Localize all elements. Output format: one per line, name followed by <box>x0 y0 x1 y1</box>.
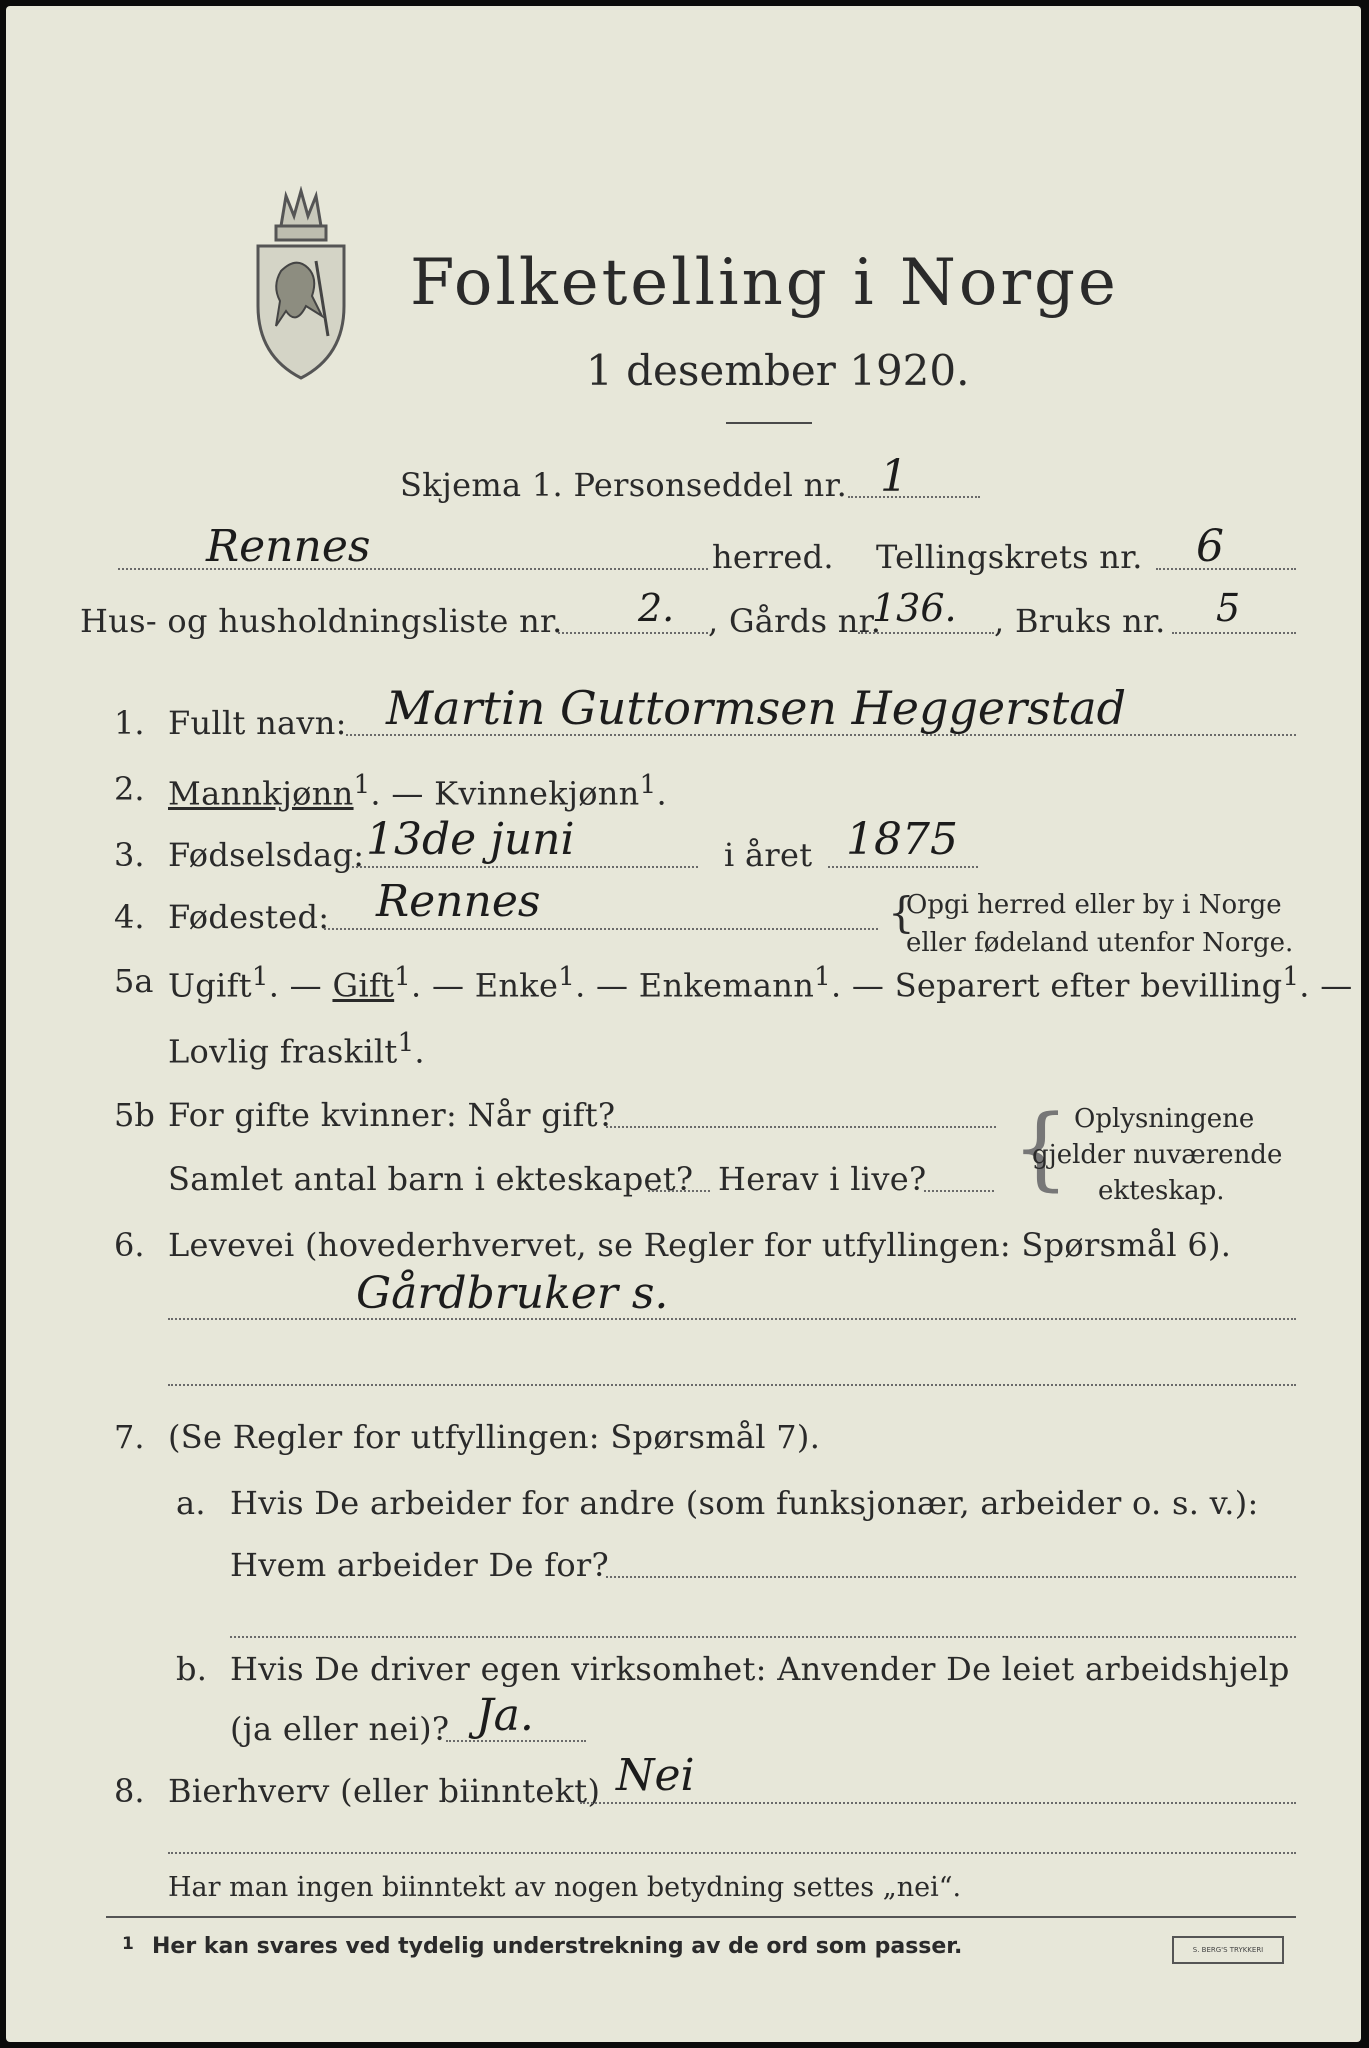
side-income-field-line-1 <box>580 1802 1296 1804</box>
q7a-mark: a. <box>176 1484 206 1522</box>
children-total-label: Samlet antal barn i ekteskapet? <box>168 1160 694 1198</box>
q4-number: 4. <box>114 898 145 936</box>
bruks-label: , Bruks nr. <box>994 602 1166 640</box>
option-gift[interactable]: Gift <box>332 966 395 1005</box>
census-date: 1 desember 1920. <box>586 346 970 395</box>
birthplace-label: Fødested: <box>168 898 330 936</box>
herred-value[interactable]: Rennes <box>206 521 371 572</box>
option-kvinnekjonn[interactable]: Kvinnekjønn <box>434 774 640 813</box>
employer-label: Hvem arbeider De for? <box>230 1546 609 1584</box>
printer-stamp: S. BERG'S TRYKKERI <box>1172 1936 1284 1964</box>
option-lovlig-fraskilt[interactable]: Lovlig fraskilt <box>168 1032 398 1071</box>
employer-field-line-1 <box>606 1576 1296 1578</box>
q1-number: 1. <box>114 704 145 742</box>
option-enke[interactable]: Enke <box>474 966 559 1005</box>
bruks-value[interactable]: 5 <box>1216 586 1241 630</box>
occupation-value[interactable]: Gårdbruker s. <box>356 1268 669 1319</box>
children-total-field-line <box>648 1190 710 1192</box>
full-name-label: Fullt navn: <box>168 704 347 742</box>
children-alive-field-line <box>924 1190 994 1192</box>
option-ugift[interactable]: Ugift <box>168 966 252 1005</box>
children-alive-label: Herav i live? <box>718 1160 927 1198</box>
bruks-field-line <box>1172 632 1296 634</box>
married-when-label: For gifte kvinner: Når gift? <box>168 1096 616 1134</box>
marital-status-options: Ugift$^1$. — Gift$^1$. — Enke$^1$. — Enkemann$^1$. — Separert efter bevilling$^1$. — <box>168 962 1353 1005</box>
side-income-field-line-2 <box>168 1852 1296 1854</box>
marriage-note-brace: { <box>1012 1096 1070 1201</box>
footnote-divider <box>106 1916 1296 1918</box>
employer-field-line-2 <box>230 1636 1296 1638</box>
census-form <box>6 6 1361 2042</box>
sex-options: Mannkjønn$^1$. — Kvinnekjønn$^1$. <box>168 770 667 813</box>
birthplace-value[interactable]: Rennes <box>376 876 541 927</box>
birthplace-field-line <box>324 928 878 930</box>
herred-label: herred. <box>712 538 834 576</box>
q2-number: 2. <box>114 770 145 808</box>
q3-number: 3. <box>114 836 145 874</box>
footnote-text: Her kan svares ved tydelig understrekning av de ord som passer. <box>152 1934 963 1959</box>
form-title: Folketelling i Norge <box>410 246 1119 320</box>
schema-label: Skjema 1. Personseddel nr. <box>400 466 848 504</box>
occupation-label: Levevei (hovederhvervet, se Regler for utfyllingen: Spørsmål 6). <box>168 1226 1232 1264</box>
occupation-field-line-2 <box>168 1384 1296 1386</box>
gards-value[interactable]: 136. <box>872 586 957 630</box>
birthday-label: Fødselsdag: <box>168 836 365 874</box>
option-mannkjonn[interactable]: Mannkjønn <box>168 774 354 813</box>
gards-field-line <box>858 632 994 634</box>
marital-status-options-line2: Lovlig fraskilt$^1$. <box>168 1028 425 1071</box>
footnote-mark: 1 <box>122 1934 134 1954</box>
title-divider <box>726 422 812 424</box>
gards-label: , Gårds nr. <box>708 602 882 640</box>
birthday-value[interactable]: 13de juni <box>366 814 575 865</box>
tellingskrets-field-line <box>1156 568 1296 570</box>
side-income-value[interactable]: Nei <box>616 1750 695 1801</box>
personseddel-field-line <box>848 496 980 498</box>
full-name-value[interactable]: Martin Guttormsen Heggerstad <box>386 681 1127 735</box>
husholdningsliste-field-line <box>558 632 708 634</box>
birthplace-note-2: eller fødeland utenfor Norge. <box>906 928 1294 958</box>
q7a-text: Hvis De arbeider for andre (som funksjonær, arbeider o. s. v.): <box>230 1484 1259 1522</box>
husholdningsliste-value[interactable]: 2. <box>638 586 675 630</box>
birth-year-field-line <box>828 866 978 868</box>
q6-number: 6. <box>114 1226 145 1264</box>
option-separert[interactable]: Separert efter bevilling <box>894 966 1283 1005</box>
q7-label: (Se Regler for utfyllingen: Spørsmål 7). <box>168 1418 821 1456</box>
q7b-text: Hvis De driver egen virksomhet: Anvender De leiet arbeidshjelp <box>230 1650 1290 1688</box>
q5b-number: 5b <box>114 1096 155 1134</box>
option-enkemann[interactable]: Enkemann <box>638 966 815 1005</box>
norwegian-coat-of-arms-icon <box>246 186 356 386</box>
side-income-label: Bierhverv (eller biinntekt) <box>168 1772 601 1810</box>
q7-number: 7. <box>114 1418 145 1456</box>
q5a-number: 5a <box>114 962 154 1000</box>
side-income-note: Har man ingen biinntekt av nogen betydning settes „nei“. <box>168 1872 962 1903</box>
birth-year-label: i året <box>724 836 813 874</box>
marriage-note-2: gjelder nuværende <box>1032 1140 1283 1170</box>
occupation-field-line-1 <box>168 1318 1296 1320</box>
hired-help-label: (ja eller nei)? <box>230 1710 450 1748</box>
birthday-field-line <box>352 866 698 868</box>
q8-number: 8. <box>114 1772 145 1810</box>
birthplace-brace: { <box>888 888 915 937</box>
personseddel-number[interactable]: 1 <box>880 451 908 502</box>
marriage-note-1: Oplysningene <box>1074 1104 1255 1134</box>
q7b-mark: b. <box>176 1650 208 1688</box>
marriage-note-3: ekteskap. <box>1098 1176 1225 1206</box>
tellingskrets-value[interactable]: 6 <box>1196 521 1224 572</box>
birthplace-note-1: Opgi herred eller by i Norge <box>906 890 1282 920</box>
hired-help-value[interactable]: Ja. <box>476 1690 534 1741</box>
husholdningsliste-label: Hus- og husholdningsliste nr. <box>80 602 563 640</box>
married-when-field-line <box>606 1126 996 1128</box>
birth-year-value[interactable]: 1875 <box>846 814 958 865</box>
tellingskrets-label: Tellingskrets nr. <box>876 538 1143 576</box>
